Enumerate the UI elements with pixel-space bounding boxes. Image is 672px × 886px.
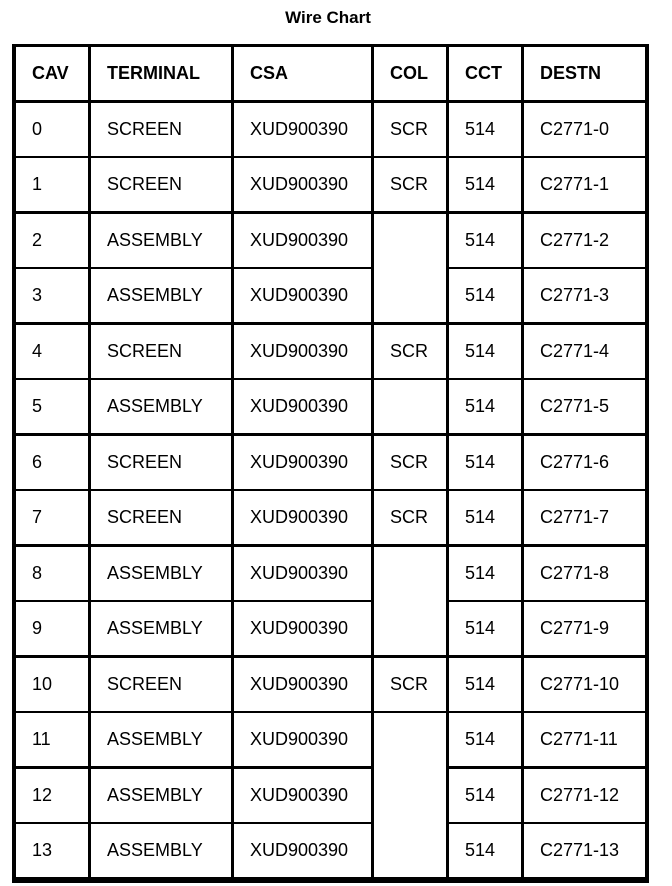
cell-cav: 5 xyxy=(16,380,88,433)
cell-destn: C2771-11 xyxy=(524,713,645,766)
cell-destn: C2771-9 xyxy=(524,602,645,655)
table-row xyxy=(15,491,646,547)
cell-cav: 13 xyxy=(16,824,88,877)
header-cav: CAV xyxy=(16,47,88,100)
cell-terminal: ASSEMBLY xyxy=(91,713,231,766)
cell-destn: C2771-7 xyxy=(524,491,645,544)
cell-csa: XUD900390 xyxy=(234,547,371,600)
cell-csa: XUD900390 xyxy=(234,769,371,822)
cell-destn: C2771-13 xyxy=(524,824,645,877)
cell-destn: C2771-6 xyxy=(524,436,645,489)
cell-col: SCR xyxy=(374,491,446,544)
cell-terminal: SCREEN xyxy=(91,436,231,489)
cell-csa: XUD900390 xyxy=(234,325,371,378)
cell-cct: 514 xyxy=(449,547,521,600)
cell-cav: 9 xyxy=(16,602,88,655)
cell-terminal: SCREEN xyxy=(91,658,231,711)
cell-cct: 514 xyxy=(449,158,521,211)
table-row xyxy=(15,602,646,658)
cell-cct: 514 xyxy=(449,769,521,822)
cell-col: SCR xyxy=(374,325,446,378)
cell-cct: 514 xyxy=(449,602,521,655)
cell-destn: C2771-0 xyxy=(524,103,645,156)
header-terminal: TERMINAL xyxy=(91,47,231,100)
cell-csa: XUD900390 xyxy=(234,380,371,433)
table-row xyxy=(15,325,646,381)
cell-cav: 3 xyxy=(16,269,88,322)
cell-col: SCR xyxy=(374,436,446,489)
cell-cct: 514 xyxy=(449,658,521,711)
cell-cav: 12 xyxy=(16,769,88,822)
cell-csa: XUD900390 xyxy=(234,158,371,211)
cell-cct: 514 xyxy=(449,325,521,378)
cell-col: SCR xyxy=(374,103,446,156)
cell-terminal: ASSEMBLY xyxy=(91,602,231,655)
cell-csa: XUD900390 xyxy=(234,491,371,544)
header-row xyxy=(15,47,646,103)
cell-destn: C2771-3 xyxy=(524,269,645,322)
cell-csa: XUD900390 xyxy=(234,269,371,322)
table-row xyxy=(15,769,646,825)
cell-destn: C2771-4 xyxy=(524,325,645,378)
cell-destn: C2771-8 xyxy=(524,547,645,600)
cell-terminal: ASSEMBLY xyxy=(91,380,231,433)
cell-cav: 0 xyxy=(16,103,88,156)
cell-cav: 7 xyxy=(16,491,88,544)
col-blank-cell xyxy=(374,380,446,433)
table-row xyxy=(15,547,646,603)
table-row xyxy=(15,103,646,159)
cell-cct: 514 xyxy=(449,380,521,433)
cell-destn: C2771-12 xyxy=(524,769,645,822)
cell-destn: C2771-2 xyxy=(524,214,645,267)
cell-terminal: ASSEMBLY xyxy=(91,214,231,267)
cell-terminal: SCREEN xyxy=(91,103,231,156)
cell-cct: 514 xyxy=(449,713,521,766)
cell-csa: XUD900390 xyxy=(234,658,371,711)
cell-terminal: ASSEMBLY xyxy=(91,269,231,322)
cell-csa: XUD900390 xyxy=(234,602,371,655)
cell-cav: 10 xyxy=(16,658,88,711)
cell-terminal: ASSEMBLY xyxy=(91,547,231,600)
cell-csa: XUD900390 xyxy=(234,103,371,156)
cell-csa: XUD900390 xyxy=(234,436,371,489)
table-row xyxy=(15,380,646,436)
cell-cav: 6 xyxy=(16,436,88,489)
cell-cct: 514 xyxy=(449,824,521,877)
cell-cct: 514 xyxy=(449,103,521,156)
cell-cct: 514 xyxy=(449,436,521,489)
cell-cct: 514 xyxy=(449,214,521,267)
cell-terminal: SCREEN xyxy=(91,158,231,211)
table-row xyxy=(15,824,646,880)
header-csa: CSA xyxy=(234,47,371,100)
cell-terminal: ASSEMBLY xyxy=(91,824,231,877)
table-row xyxy=(15,269,646,325)
cell-terminal: ASSEMBLY xyxy=(91,769,231,822)
header-destn: DESTN xyxy=(524,47,645,100)
cell-cav: 2 xyxy=(16,214,88,267)
col-blank-cell xyxy=(374,214,446,323)
cell-cav: 11 xyxy=(16,713,88,766)
table-row xyxy=(15,658,646,714)
cell-terminal: SCREEN xyxy=(91,491,231,544)
header-col: COL xyxy=(374,47,446,100)
chart-title: Wire Chart xyxy=(285,8,371,27)
table-row xyxy=(15,713,646,769)
cell-csa: XUD900390 xyxy=(234,713,371,766)
cell-csa: XUD900390 xyxy=(234,824,371,877)
cell-cct: 514 xyxy=(449,491,521,544)
cell-col: SCR xyxy=(374,658,446,711)
cell-destn: C2771-5 xyxy=(524,380,645,433)
cell-col: SCR xyxy=(374,158,446,211)
wire-chart-table xyxy=(12,44,649,883)
table-row xyxy=(15,158,646,214)
cell-destn: C2771-10 xyxy=(524,658,645,711)
table-row xyxy=(15,436,646,492)
cell-terminal: SCREEN xyxy=(91,325,231,378)
cell-cav: 8 xyxy=(16,547,88,600)
header-cct: CCT xyxy=(449,47,521,100)
col-blank-cell xyxy=(374,547,446,656)
cell-csa: XUD900390 xyxy=(234,214,371,267)
cell-cct: 514 xyxy=(449,269,521,322)
col-blank-cell xyxy=(374,713,446,877)
table-row xyxy=(15,214,646,270)
cell-destn: C2771-1 xyxy=(524,158,645,211)
cell-cav: 4 xyxy=(16,325,88,378)
cell-cav: 1 xyxy=(16,158,88,211)
